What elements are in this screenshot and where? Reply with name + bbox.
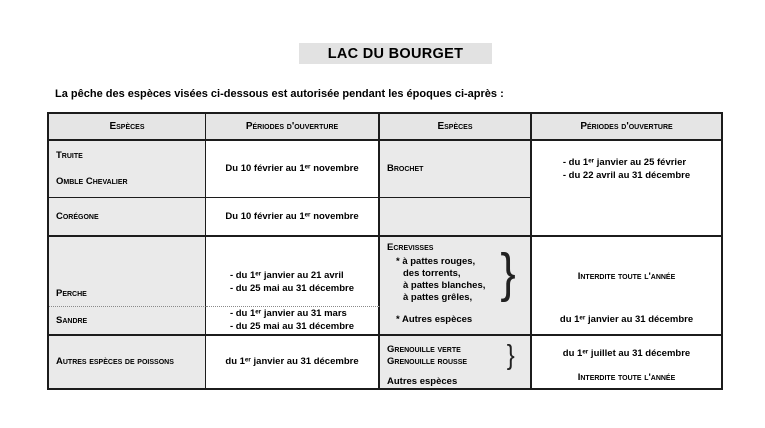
cell-period-ecrevisses xyxy=(532,237,721,336)
species-label-autres-poissons: Autres espèces de poissons xyxy=(56,356,174,367)
species-label-perche: Perche xyxy=(56,288,87,299)
brace-icon: } xyxy=(506,339,515,370)
cell-period-autres-poissons xyxy=(206,336,380,388)
header-especes-left xyxy=(49,114,206,141)
period-lines xyxy=(230,308,354,333)
cell-grenouilles xyxy=(380,336,532,388)
species-label-brochet: Brochet xyxy=(387,163,424,174)
cell-perche xyxy=(49,237,206,307)
cell-period-sandre xyxy=(206,307,380,336)
cell-brochet xyxy=(380,141,532,198)
cell-autres-poissons xyxy=(49,336,206,388)
period-zone-autres xyxy=(532,367,721,388)
period-lines xyxy=(563,156,690,182)
species-label-omble-chevalier: Omble Chevalier xyxy=(56,176,128,187)
cell-period-grenouilles xyxy=(532,336,721,388)
cell-period-brochet xyxy=(532,141,721,237)
period-zone-autres xyxy=(532,306,721,334)
header-periodes-left xyxy=(206,114,380,141)
species-label-grenouille-rousse: Grenouille rousse xyxy=(387,356,468,367)
species-label-truite: Truite xyxy=(56,150,83,161)
species-label-autres-especes: * Autres espèces xyxy=(396,314,473,325)
cell-sandre xyxy=(49,307,206,336)
header-especes-right xyxy=(380,114,532,141)
list-item: à pattes grêles, xyxy=(403,292,473,303)
species-label-sandre: Sandre xyxy=(56,314,88,326)
species-label-coregone: Corégone xyxy=(56,210,99,222)
cell-coregone xyxy=(49,198,206,237)
header-label: Périodes d'ouverture xyxy=(580,120,673,132)
cell-ecrevisses xyxy=(380,237,532,336)
list-item: * à pattes rouges, xyxy=(396,256,476,267)
species-label-grenouille-verte: Grenouille verte xyxy=(387,344,461,355)
period-lines xyxy=(230,269,354,295)
period-interdite: Interdite toute l'année xyxy=(577,270,676,282)
list-item: des torrents, xyxy=(403,268,461,279)
period-interdite: Interdite toute l'année xyxy=(577,371,676,383)
species-group-title-ecrevisses: Ecrevisses xyxy=(387,242,434,253)
period-text: - du 25 mai au 31 décembre xyxy=(229,320,355,332)
period-text: - du 1ᵉʳ janvier au 25 février xyxy=(562,157,687,168)
page-title xyxy=(299,43,492,64)
header-label: Périodes d'ouverture xyxy=(245,120,339,132)
cell-species-empty xyxy=(380,198,532,237)
period-text: du 1ᵉʳ janvier au 31 décembre xyxy=(559,314,694,325)
period-text: - du 1ᵉʳ janvier au 21 avril xyxy=(229,270,344,281)
cell-period-truite-omble xyxy=(206,141,380,198)
header-label: Espèces xyxy=(437,120,473,132)
period-zone-group xyxy=(532,237,721,306)
cell-period-coregone xyxy=(206,198,380,237)
page-title-text: LAC DU BOURGET xyxy=(327,45,464,62)
period-text: - du 1ᵉʳ janvier au 31 mars xyxy=(229,308,347,319)
cell-truite-omble xyxy=(49,141,206,198)
period-text: du 1ᵉʳ janvier au 31 décembre xyxy=(225,356,359,367)
period-zone-group xyxy=(532,336,721,367)
period-text: du 1ᵉʳ juillet au 31 décembre xyxy=(562,348,691,359)
period-text: Du 10 février au 1ᵉʳ novembre xyxy=(225,163,359,174)
list-item: à pattes blanches, xyxy=(403,280,486,291)
brace-icon: } xyxy=(500,243,516,303)
header-label: Espèces xyxy=(109,120,145,132)
period-text: - du 22 avril au 31 décembre xyxy=(562,170,691,181)
header-periodes-right xyxy=(532,114,721,141)
period-text: Du 10 février au 1ᵉʳ novembre xyxy=(225,210,359,222)
cell-period-perche xyxy=(206,237,380,307)
period-text: - du 25 mai au 31 décembre xyxy=(229,283,355,294)
species-label-autres-especes: Autres espèces xyxy=(387,376,458,387)
intro-text: La pêche des espèces visées ci-dessous est autorisée pendant les époques ci-après : xyxy=(55,88,504,100)
regulations-table xyxy=(47,112,723,390)
